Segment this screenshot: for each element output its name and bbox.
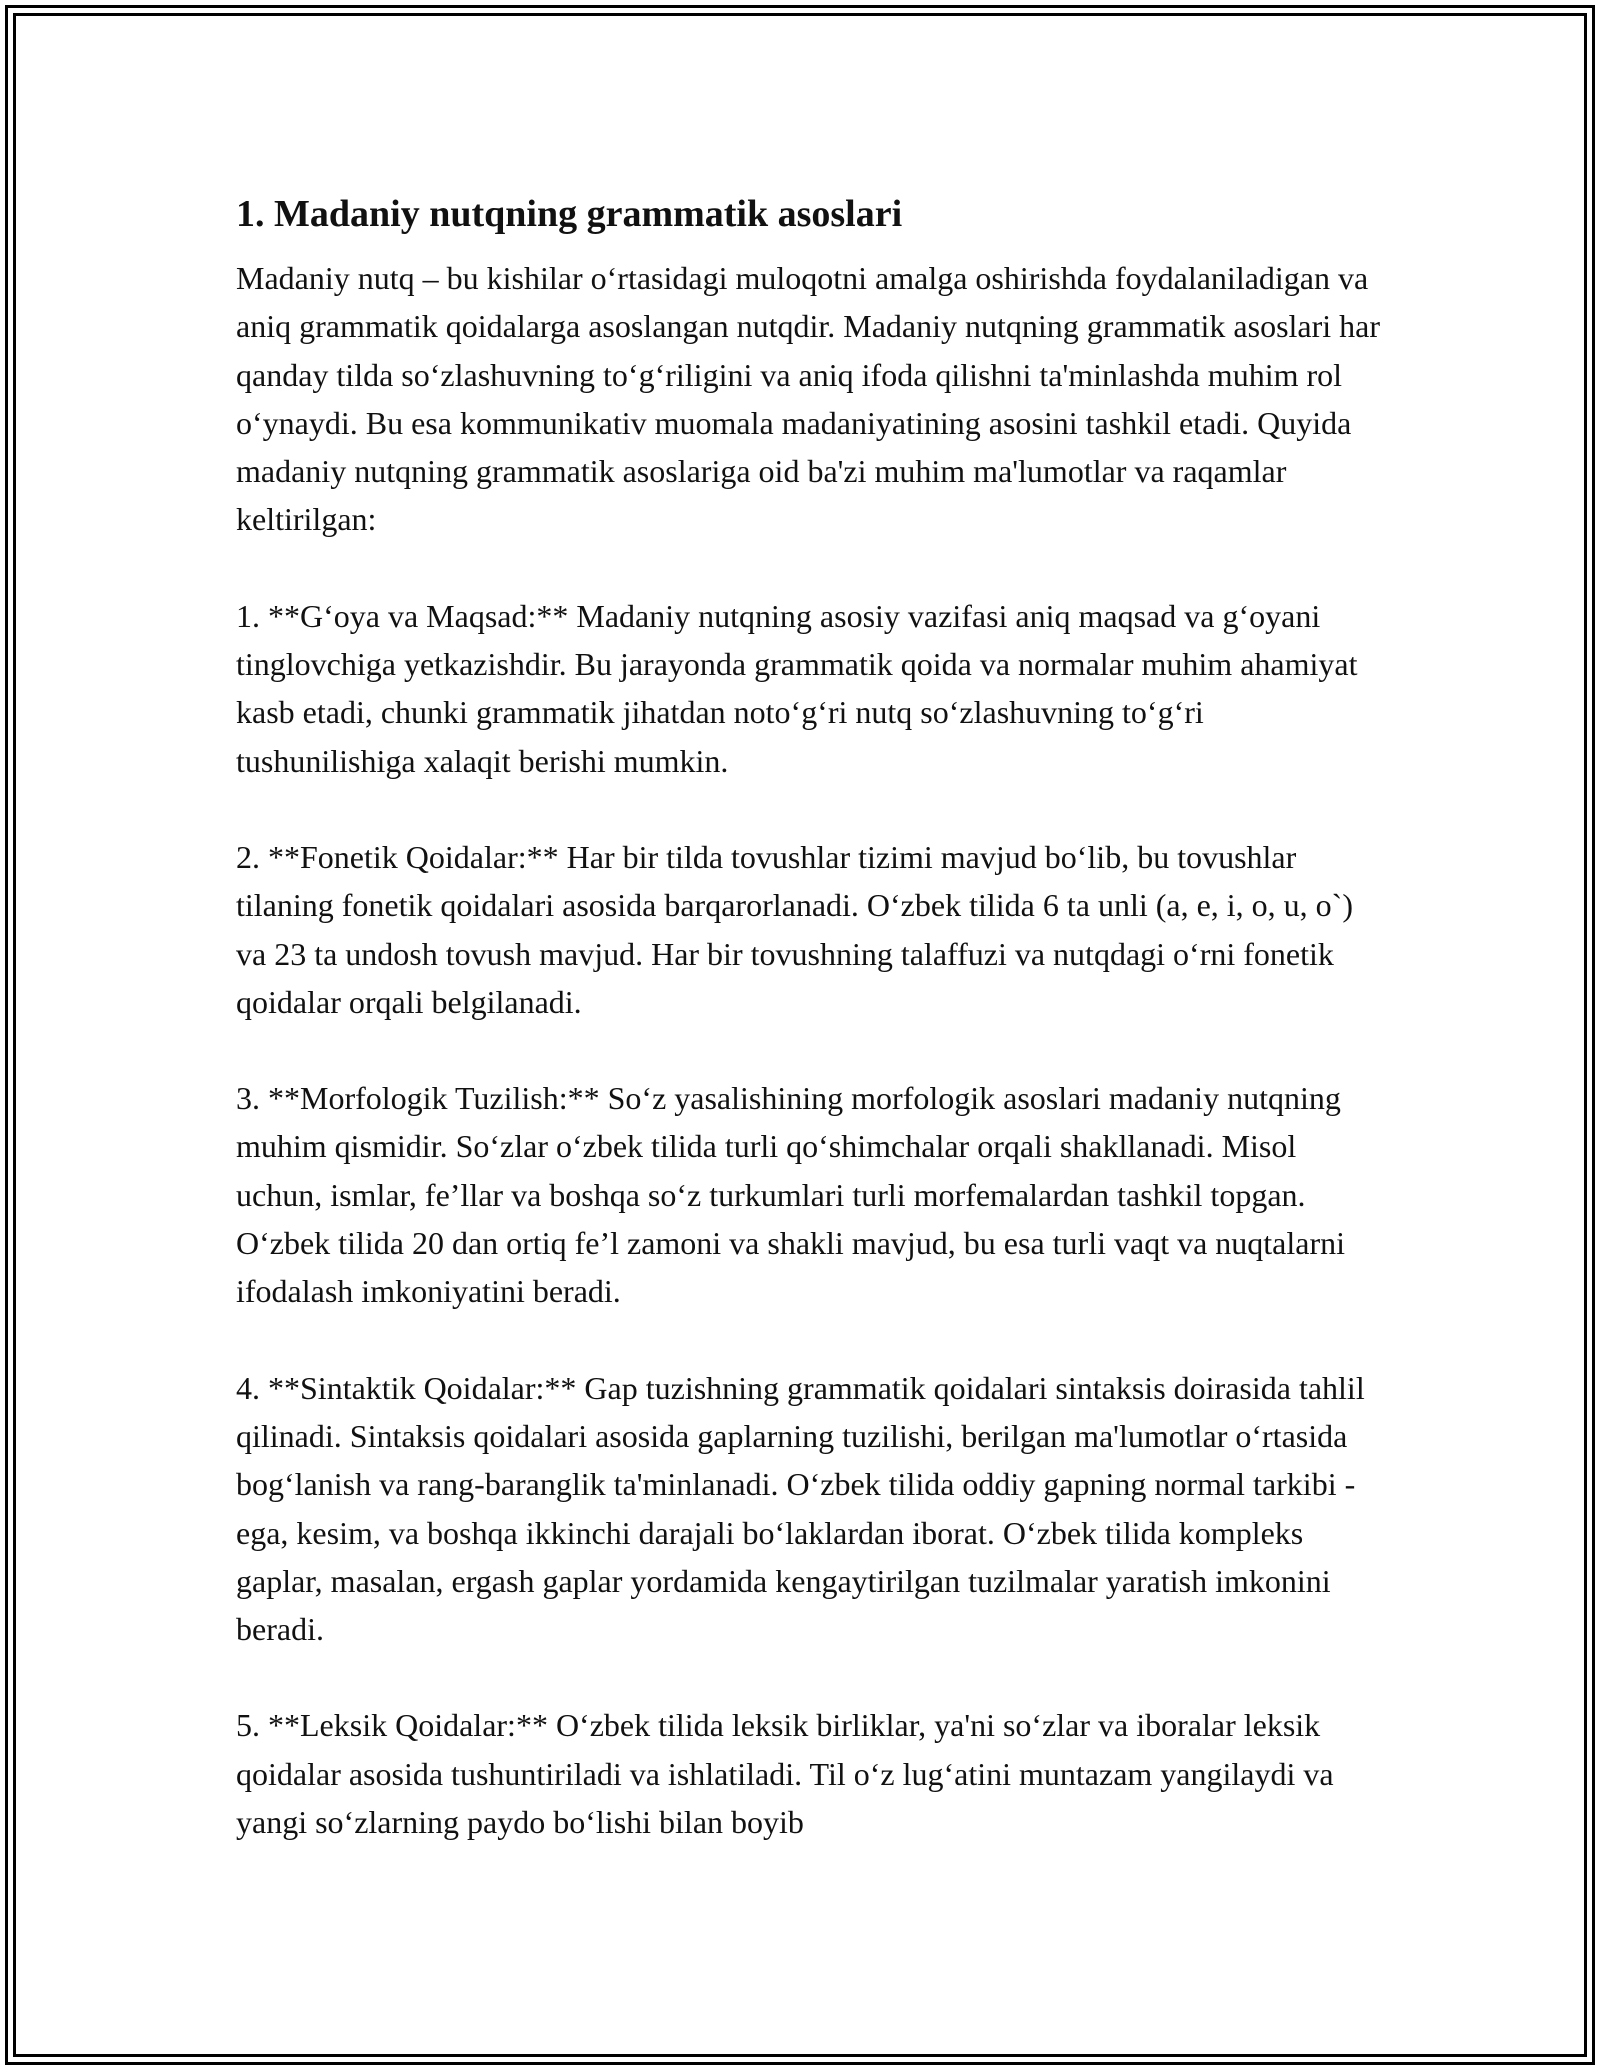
- list-item-leksik-qoidalar: 5. **Leksik Qoidalar:** O‘zbek tilida leksik birliklar, ya'ni so‘zlar va iboralar leksik qoidalar asosida tushuntiriladi va ishlatiladi. Til o‘z lug‘atini muntazam yangilaydi va yangi so‘zlarning paydo bo‘lishi bilan boyib: [236, 1707, 1334, 1841]
- list-item-goya-maqsad: 1. **G‘oya va Maqsad:** Madaniy nutqning asosiy vazifasi aniq maqsad va g‘oyani tinglovchiga yetkazishdir. Bu jarayonda grammatik qoida va normalar muhim ahamiyat kasb etadi, chunki grammatik jihatdan noto‘g‘ri nutq so‘zlashuvning to‘g‘ri tushunilishiga xalaqit berishi mumkin.: [236, 597, 1358, 779]
- document-body: [236, 186, 1386, 1894]
- list-item-sintaktik-qoidalar: 4. **Sintaktik Qoidalar:** Gap tuzishning grammatik qoidalari sintaksis doirasida tahlil qilinadi. Sintaksis qoidalari asosida gaplarning tuzilishi, berilgan ma'lumotlar o‘rtasida bog‘lanish va rang-baranglik ta'minlanadi. O‘zbek tilida oddiy gapning normal tarkibi - ega, kesim, va boshqa ikkinchi darajali bo‘laklardan iborat. O‘zbek tilida kompleks gaplar, masalan, ergash gaplar yordamida kengaytirilgan tuzilmalar yaratish imkonini beradi.: [236, 1369, 1365, 1648]
- list-item-morfologik-tuzilish: 3. **Morfologik Tuzilish:** So‘z yasalishining morfologik asoslari madaniy nutqning muhim qismidir. So‘zlar o‘zbek tilida turli qo‘shimchalar orqali shakllanadi. Misol uchun, ismlar, fe’llar va boshqa so‘z turkumlari turli morfemalardan tashkil topgan. O‘zbek tilida 20 dan ortiq fe’l zamoni va shakli mavjud, bu esa turli vaqt va nuqtalarni ifodalash imkoniyatini beradi.: [236, 1080, 1346, 1310]
- intro-paragraph: Madaniy nutq – bu kishilar o‘rtasidagi muloqotni amalga oshirishda foydalaniladigan va aniq grammatik qoidalarga asoslangan nutqdir. Madaniy nutqning grammatik asoslari har qanday tilda so‘zlashuvning to‘g‘riligini va aniq ifoda qilishni ta'minlashda muhim rol o‘ynaydi. Bu esa kommunikativ muomala madaniyatining asosini tashkil etadi. Quyida madaniy nutqning grammatik asoslariga oid ba'zi muhim ma'lumotlar va raqamlar keltirilgan:: [236, 260, 1381, 538]
- list-item-fonetik-qoidalar: 2. **Fonetik Qoidalar:** Har bir tilda tovushlar tizimi mavjud bo‘lib, bu tovushlar tilaning fonetik qoidalari asosida barqarorlanadi. O‘zbek tilida 6 ta unli (a, e, i, o, u, o`) va 23 ta undosh tovush mavjud. Har bir tovushning talaffuzi va nutqdagi o‘rni fonetik qoidalar orqali belgilanadi.: [236, 838, 1353, 1020]
- document-heading: 1. Madaniy nutqning grammatik asoslari: [236, 193, 903, 235]
